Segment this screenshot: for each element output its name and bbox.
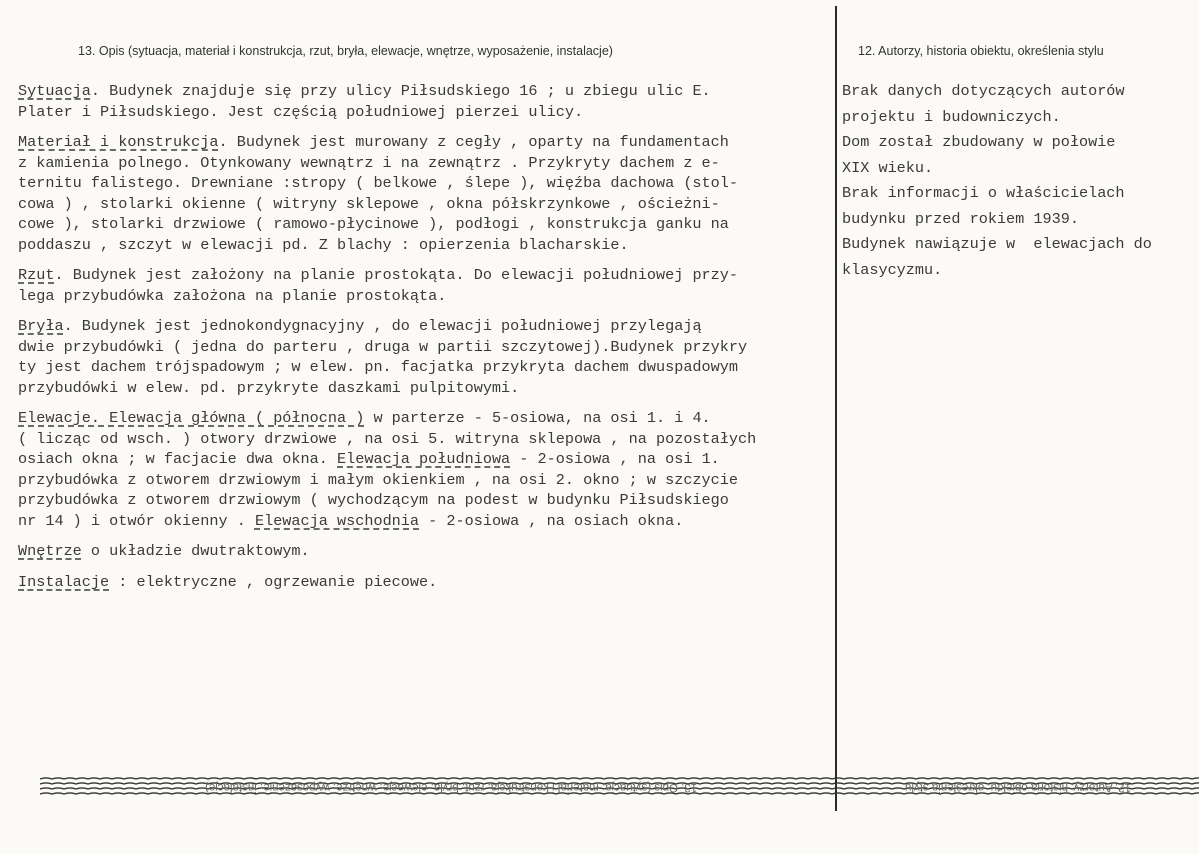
line-text: cowa ) , stolarki okienne ( witryny sklepowe , okna półskrzynkowe , ościeżni-: [18, 194, 720, 213]
line-text: dwie przybudówki ( jedna do parteru , druga w partii szczytowej).Budynek przykry: [18, 337, 748, 356]
text-line: [18, 490, 830, 511]
paragraph-instalacje: [18, 572, 830, 593]
text-line: [18, 378, 830, 399]
line-text: ( licząc od wsch. ) otwory drzwiowe , na osi 5. witryna sklepowa , na pozostałych: [18, 429, 757, 448]
line-text: przybudówka z otworem drzwiowym i małym okienkiem , na osi 2. okno ; w szczycie: [18, 470, 739, 489]
text-line: [18, 337, 830, 358]
authors-text-line: Budynek nawiązuje w elewacjach do: [842, 235, 1152, 253]
text-line: [18, 265, 830, 286]
paragraph-bryla: [18, 316, 830, 398]
authors-text-line: XIX wieku.: [842, 158, 934, 177]
line-text: ternitu falistego. Drewniane :stropy ( belkowe , ślepe ), więźba dachowa (stol-: [18, 174, 739, 192]
authors-text-line: klasycyzmu.: [842, 260, 943, 279]
description-header: 13. Opis (sytuacja, materiał i konstrukcja, rzut, bryła, elewacje, wnętrze, wyposażenie, instalacje): [78, 44, 613, 58]
text-line: [18, 449, 830, 470]
section-label: Elewacja południowa: [337, 450, 511, 468]
authors-text-line: projektu i budowniczych.: [842, 107, 1061, 126]
wave-line: [40, 793, 1199, 794]
text-line: [18, 511, 830, 532]
text-line: [18, 357, 830, 378]
section-label: Instalacje: [18, 572, 110, 591]
text-line: [18, 102, 830, 123]
text-line: [18, 173, 830, 194]
line-text: o układzie dwutraktowym.: [81, 542, 310, 560]
text-line: [18, 153, 830, 174]
line-text: poddaszu , szczyt w elewacji pd. Z blachy : opierzenia blacharskie.: [18, 235, 629, 254]
line-text: - 2-osiowa , na osi 1.: [510, 450, 720, 468]
column-divider: [835, 6, 837, 811]
paragraph-sytuacja: [18, 81, 830, 122]
line-text: - 2-osiowa , na osiach okna.: [419, 511, 684, 530]
line-prefix: osiach okna ; w facjacie dwa okna.: [18, 450, 337, 468]
line-text: . Budynek jest murowany z cegły , oparty na fundamentach: [218, 133, 729, 151]
section-label: Materiał i konstrukcja: [18, 133, 219, 151]
text-line: [18, 408, 830, 429]
text-line: [18, 235, 830, 256]
line-text: Plater i Piłsudskiego. Jest częścią południowej pierzei ulicy.: [18, 102, 584, 121]
text-line: [18, 132, 830, 153]
paragraph-wnetrze: [18, 541, 830, 562]
authors-text-line: Dom został zbudowany w połowie: [842, 133, 1116, 151]
line-text: ty jest dachem trójspadowym ; w elew. pn. facjatka przykryta dachem dwuspadowym: [18, 358, 739, 376]
line-text: . Budynek jest założony na planie prostokąta. Do elewacji południowej przy-: [54, 266, 739, 284]
line-text: z kamienia polnego. Otynkowany wewnątrz i na zewnątrz . Przykryty dachem z e-: [18, 153, 720, 172]
text-line: [18, 194, 830, 215]
text-line: [18, 214, 830, 235]
line-text: w parterze - 5-osiowa, na osi 1. i 4.: [364, 409, 711, 427]
mirrored-description-header: 13. Opis (sytuacja, materiał i konstrukcja, rzut, bryła, elewacje, wnętrze, wyposażenie, instalacje): [205, 781, 698, 793]
line-text: . Budynek jest jednokondygnacyjny , do elewacji południowej przylegają: [63, 317, 702, 335]
line-text: cowe ), stolarki drzwiowe ( ramowo-płycinowe ), podłogi , konstrukcja ganku na: [18, 215, 729, 233]
text-line: [18, 429, 830, 450]
authors-text-line: Brak danych dotyczących autorów: [842, 82, 1125, 100]
text-line: [18, 470, 830, 491]
mirrored-authors-header: 12. Autorzy, historia obiektu, określenia stylu: [905, 781, 1132, 793]
authors-text-line: Brak informacji o właścicielach: [842, 184, 1125, 202]
line-text: przybudówki w elew. pd. przykryte daszkami pulpitowymi.: [18, 378, 520, 397]
text-line: [18, 572, 830, 593]
text-line: [18, 286, 830, 307]
authors-header: 12. Autorzy, historia obiektu, określenia stylu: [858, 44, 1104, 58]
authors-text-line: budynku przed rokiem 1939.: [842, 209, 1079, 228]
section-label: Elewacje. Elewacja główna ( północna ): [18, 409, 365, 427]
text-line: [18, 541, 830, 562]
section-label: Rzut: [18, 266, 55, 284]
description-column: [18, 81, 830, 602]
paragraph-elewacje: [18, 408, 830, 531]
section-label: Sytuacja: [18, 82, 91, 100]
wave-line: [40, 778, 1199, 779]
text-line: [18, 81, 830, 102]
paragraph-rzut: [18, 265, 830, 306]
section-label: Elewacja wschodnia: [254, 511, 420, 530]
paragraph-material: [18, 132, 830, 255]
authors-column: [842, 79, 1194, 283]
line-text: przybudówka z otworem drzwiowym ( wychodzącym na podest w budynku Piłsudskiego: [18, 491, 729, 509]
line-text: . Budynek znajduje się przy ulicy Piłsudskiego 16 ; u zbiegu ulic E.: [90, 82, 711, 100]
line-prefix: nr 14 ) i otwór okienny .: [18, 511, 255, 530]
section-label: Wnętrze: [18, 542, 82, 560]
section-label: Bryła: [18, 317, 64, 335]
line-text: lega przybudówka założona na planie prostokąta.: [18, 286, 447, 305]
line-text: : elektryczne , ogrzewanie piecowe.: [109, 572, 438, 591]
text-line: [18, 316, 830, 337]
